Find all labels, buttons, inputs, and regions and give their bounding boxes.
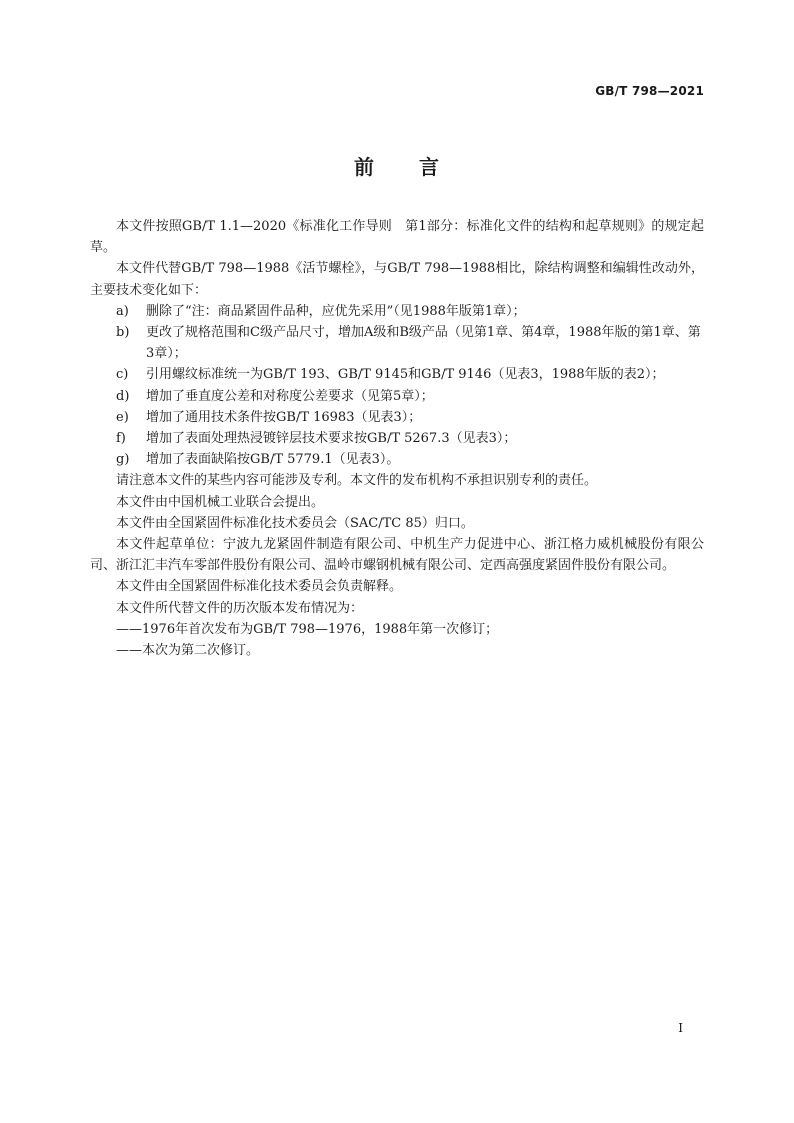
paragraph-history-intro: 本文件所代替文件的历次版本发布情况为：	[116, 600, 364, 616]
paragraph-replacement: 本文件代替GB/T 798—1988《活节螺栓》，与GB/T 798—1988相比，除结构调整和编辑性改动外，主要技术变化如下：	[90, 261, 704, 298]
foreword-body	[90, 216, 704, 661]
list-marker: g)	[116, 452, 130, 468]
list-marker: e)	[116, 409, 129, 425]
history-item: ——本次为第二次修订。	[116, 643, 260, 659]
paragraph-drafting-rules: 本文件按照GB/T 1.1—2020《标准化工作导则 第1部分：标准化文件的结构和起草规则》的规定起草。	[90, 219, 704, 256]
title-char-2: 言	[419, 155, 440, 179]
list-item	[90, 364, 704, 385]
list-marker: d)	[116, 388, 130, 404]
section-title	[0, 151, 794, 180]
paragraph-drafting-units: 本文件起草单位：宁波九龙紧固件制造有限公司、中机生产力促进中心、浙江格力威机械股份有限公司、浙江汇丰汽车零部件股份有限公司、温岭市螺钢机械有限公司、定西高强度紧固件股份有限公司。	[90, 537, 704, 574]
list-marker: c)	[116, 367, 129, 383]
list-item-text: 增加了通用技术条件按GB/T 16983（见表3）；	[146, 409, 422, 425]
list-item	[90, 322, 704, 364]
list-marker: a)	[116, 303, 129, 319]
list-item-text: 增加了表面处理热浸镀锌层技术要求按GB/T 5267.3（见表3）；	[146, 431, 517, 447]
list-item	[90, 449, 704, 470]
list-item-text: 增加了表面缺陷按GB/T 5779.1（见表3）。	[146, 452, 400, 468]
paragraph-interpretation: 本文件由全国紧固件标准化技术委员会负责解释。	[116, 579, 403, 595]
list-marker: f)	[116, 431, 126, 447]
standard-code: GB/T 798—2021	[595, 84, 704, 98]
list-item-text: 增加了垂直度公差和对称度公差要求（见第5章）；	[146, 388, 434, 404]
list-item	[90, 301, 704, 322]
paragraph-committee: 本文件由全国紧固件标准化技术委员会（SAC/TC 85）归口。	[116, 515, 474, 531]
list-item	[90, 386, 704, 407]
page-number: I	[678, 1021, 683, 1035]
change-list	[90, 301, 704, 471]
list-item	[90, 407, 704, 428]
paragraph-patent-notice: 请注意本文件的某些内容可能涉及专利。本文件的发布机构不承担识别专利的责任。	[116, 473, 598, 489]
list-item-text: 更改了规格范围和C级产品尺寸，增加A级和B级产品（见第1章、第4章，1988年版的第1章、第3章）；	[146, 325, 701, 362]
list-item-text: 删除了“注：商品紧固件品种，应优先采用”（见1988年版第1章）；	[146, 303, 526, 319]
list-item-text: 引用螺纹标准统一为GB/T 193、GB/T 9145和GB/T 9146（见表3，1988年版的表2）；	[146, 367, 665, 383]
list-item	[90, 428, 704, 449]
history-list	[90, 619, 704, 661]
history-item: ——1976年首次发布为GB/T 798—1976，1988年第一次修订；	[116, 621, 499, 637]
paragraph-proposer: 本文件由中国机械工业联合会提出。	[116, 494, 325, 510]
list-marker: b)	[116, 325, 130, 341]
title-char-1: 前	[354, 155, 375, 179]
